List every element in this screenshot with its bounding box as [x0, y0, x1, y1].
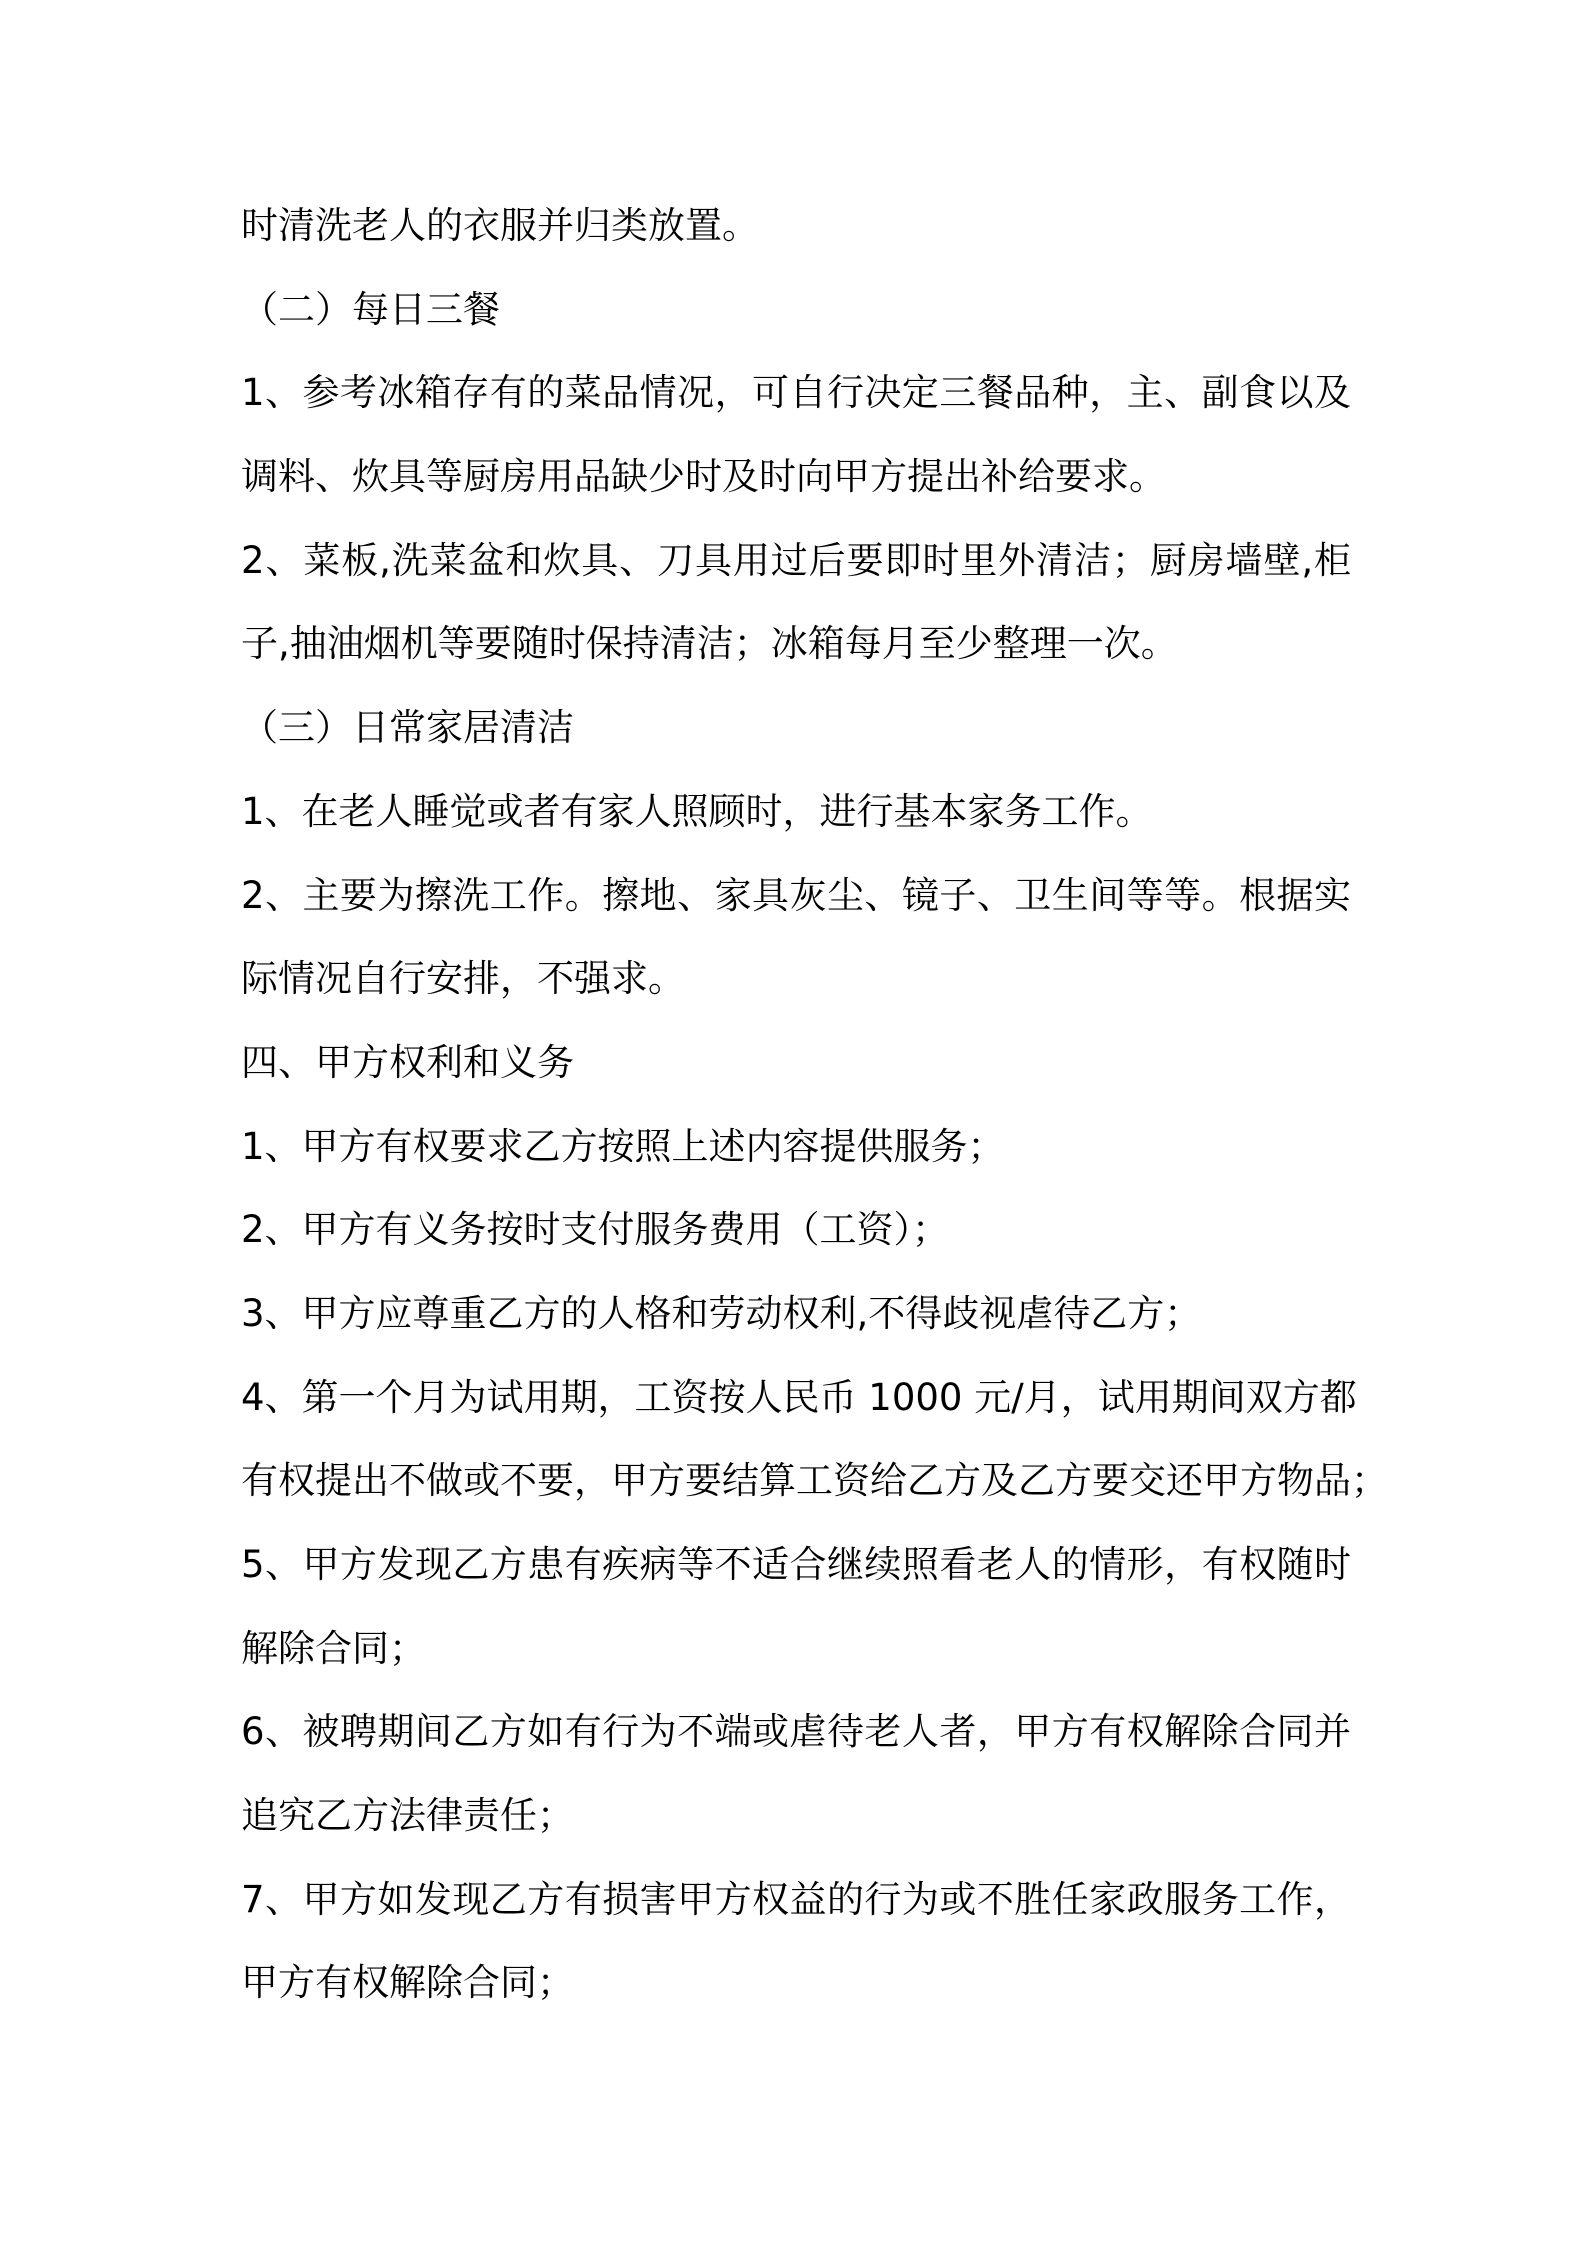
- text-line: 际情况自行安排，不强求。: [241, 957, 685, 1001]
- text-line: 1、参考冰箱存有的菜品情况，可自行决定三餐品种，主、副食以及: [241, 371, 1351, 415]
- text-line: 1、甲方有权要求乙方按照上述内容提供服务；: [241, 1124, 1005, 1168]
- section-heading: 四、甲方权利和义务: [241, 1040, 574, 1084]
- text-line: 追究乙方法律责任；: [241, 1794, 574, 1838]
- section-heading: （三）日常家居清洁: [241, 706, 574, 750]
- text-line: 解除合同；: [241, 1626, 426, 1670]
- text-line: 时清洗老人的衣服并归类放置。: [241, 204, 759, 247]
- text-line: 有权提出不做或不要，甲方要结算工资给乙方及乙方要交还甲方物品；: [241, 1459, 1388, 1503]
- text-line: 3、甲方应尊重乙方的人格和劳动权利,不得歧视虐待乙方；: [241, 1291, 1202, 1335]
- text-line: 调料、炊具等厨房用品缺少时及时向甲方提出补给要求。: [241, 455, 1166, 499]
- text-line: 2、主要为擦洗工作。擦地、家具灰尘、镜子、卫生间等等。根据实: [241, 873, 1351, 917]
- text-line: 1、在老人睡觉或者有家人照顾时，进行基本家务工作。: [241, 789, 1153, 833]
- text-line: 子,抽油烟机等要随时保持清洁；冰箱每月至少整理一次。: [241, 622, 1178, 666]
- section-heading: （二）每日三餐: [241, 287, 500, 331]
- text-line: 5、甲方发现乙方患有疾病等不适合继续照看老人的情形，有权随时: [241, 1543, 1351, 1586]
- text-line: 甲方有权解除合同；: [241, 1961, 574, 2005]
- text-line: 4、第一个月为试用期，工资按人民币 1000 元/月，试用期间双方都: [241, 1375, 1357, 1419]
- text-line: 6、被聘期间乙方如有行为不端或虐待老人者，甲方有权解除合同并: [241, 1710, 1351, 1754]
- text-line: 2、甲方有义务按时支付服务费用（工资）；: [241, 1208, 950, 1252]
- text-line: 2、菜板,洗菜盆和炊具、刀具用过后要即时里外清洁；厨房墙壁,柜: [241, 538, 1351, 582]
- text-line: 7、甲方如发现乙方有损害甲方权益的行为或不胜任家政服务工作，: [241, 1877, 1351, 1921]
- document-body: [241, 184, 1388, 2025]
